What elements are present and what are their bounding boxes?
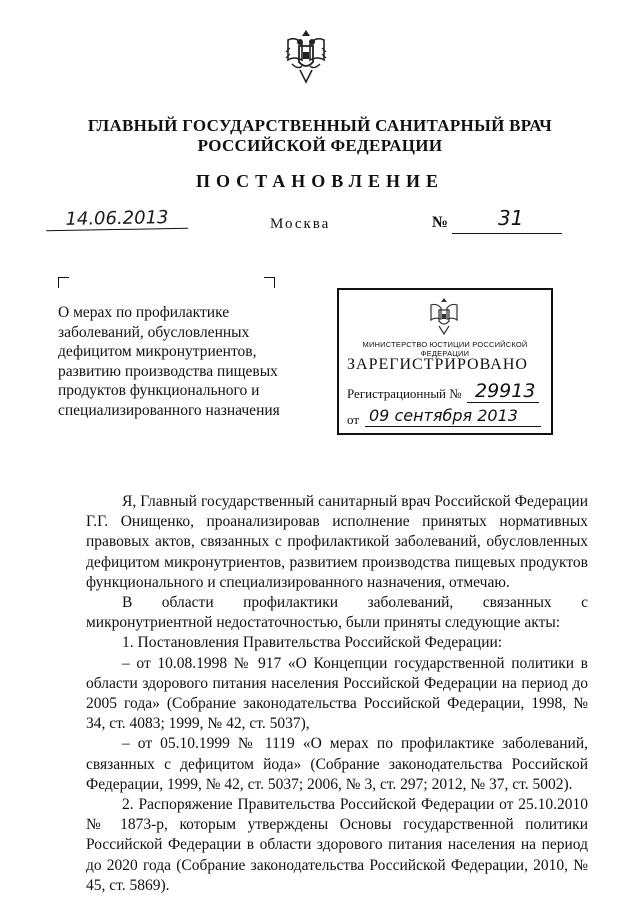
stamp-reg-underline [467,402,539,403]
issuer-title: ГЛАВНЫЙ ГОСУДАРСТВЕННЫЙ САНИТАРНЫЙ ВРАЧ [87,116,553,135]
issuer-subtitle: РОССИЙСКОЙ ФЕДЕРАЦИИ [197,136,443,155]
subject-corner-left [58,277,69,288]
stamp-reg-label: Регистрационный № [347,386,462,401]
document-subject: О мерах по профилактике заболеваний, обусловленных дефицитом микронутриентов, развитию производства пищевых продуктов функционального и специализированного назначения [58,304,280,419]
subject-corner-right [264,277,275,288]
stamp-reg-number: 29913 [475,380,536,402]
number-label: № [432,214,449,231]
paragraph: 2. Распоряжение Правительства Российской Федерации от 25.10.2010 № 1873-р, которым утверждены Основы государственной политики Российской Федерации в области здорового питания населения на период до 2020 года (Собрание законодательства Российской Федерации, 2010, № 45, ст. 5869). [86,796,588,894]
registration-stamp [337,288,553,435]
paragraph: – от 05.10.1999 № 1119 «О мерах по профилактике заболеваний, связанных с дефицитом йода» (Собрание законодательства Российской Федерации, 1999, № 42, ст. 5037; 2006, № 3, ст. 297; 2012, № 37, ст. 5002). [86,735,588,793]
coat-of-arms-icon [282,26,330,86]
paragraph: 1. Постановления Правительства Российской Федерации: [122,634,503,652]
stamp-from-label: от [347,412,360,427]
number-underline [452,233,562,234]
paragraph: В области профилактики заболеваний, связанных с микронутриентной недостаточностью, были приняты следующие акты: [86,594,588,632]
document-body [86,492,588,896]
document-date: 14.06.2013 [46,207,188,231]
paragraph: Я, Главный государственный санитарный врач Российской Федерации Г.Г. Онищенко, проанализировав исполнение принятых нормативных правовых актов, связанных с профилактикой заболеваний, обусловленных дефицитом микронутриентов, развитием производства пищевых продуктов функционального и специализированного назначения, отмечаю. [86,493,588,591]
stamp-reg-date: 09 сентября 2013 [369,406,518,425]
stamp-date-underline [365,426,541,427]
document-number: 31 [498,206,524,230]
stamp-registered: ЗАРЕГИСТРИРОВАНО [347,356,528,373]
document-city: Москва [270,216,331,232]
document-type: ПОСТАНОВЛЕНИЕ [195,171,445,191]
stamp-ministry: МИНИСТЕРСТВО ЮСТИЦИИ РОССИЙСКОЙ ФЕДЕРАЦИИ [362,340,528,358]
paragraph: – от 10.08.1998 № 917 «О Концепции государственной политики в области здорового питания населения Российской Федерации на период до 2005 года» (Собрание законодательства Российской Федерации, 1998, № 34, ст. 4083; 1999, № 42, ст. 5037), [86,654,588,733]
stamp-emblem-icon [427,296,461,336]
